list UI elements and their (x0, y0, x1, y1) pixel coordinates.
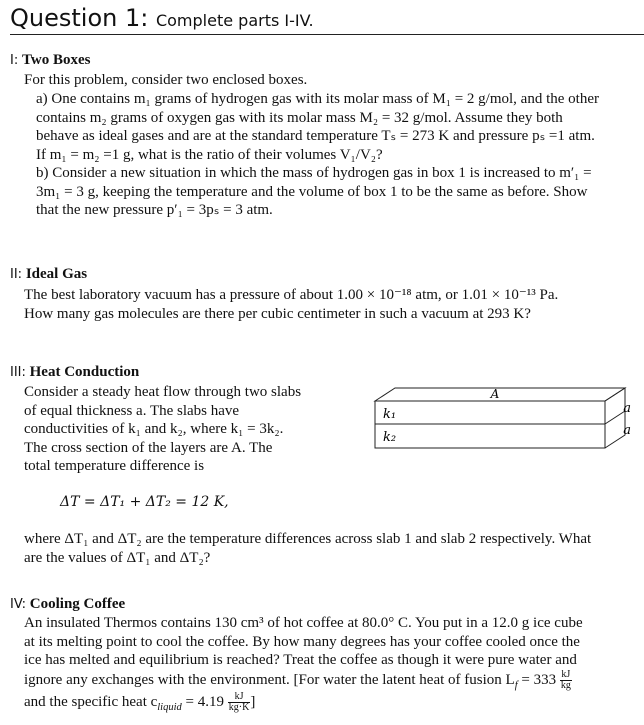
part-1-b-line-3: that the new pressure p′₁ = 3pₛ = 3 atm. (36, 202, 273, 218)
latent-heat-value: = 333 (517, 671, 557, 688)
part-4-line-2: at its melting point to cool the coffee. By how many degrees has your coffee cooled once the (24, 633, 580, 650)
question-title (10, 4, 314, 32)
part-4-line-4 (24, 670, 634, 692)
part-3-line-2: of equal thickness a. The slabs have (24, 402, 240, 419)
specific-heat-value: = 4.19 (181, 693, 224, 710)
part-1-a-line-2: contains m₂ grams of oxygen gas with its molar mass M₂ = 32 g/mol. Assume they both (36, 109, 563, 126)
area-label: A (490, 387, 500, 401)
part-1-heading (10, 52, 90, 69)
closing-bracket: ] (250, 693, 256, 710)
part-4-name: Cooling Coffee (29, 596, 126, 612)
latent-heat-unit (560, 670, 572, 691)
part-4-number: IV: (10, 597, 27, 612)
latent-heat-unit-denominator: kg (560, 679, 571, 691)
slab-diagram (325, 378, 635, 458)
part-3-number: III: (10, 365, 26, 380)
specific-heat-unit (228, 692, 251, 713)
temperature-equation: ΔT = ΔT₁ + ΔT₂ = 12 K, (60, 494, 229, 510)
part-1-question-b (36, 164, 644, 220)
part-3-body (24, 383, 324, 476)
part-1-intro (24, 71, 634, 90)
question-title-main: Question 1: (10, 4, 149, 32)
part-1-question-a (36, 90, 644, 164)
part-3-line-5: total temperature difference is (24, 458, 205, 474)
question-title-sub: Complete parts I-IV. (155, 11, 314, 30)
slab-side-divider (605, 411, 625, 424)
k2-label: k₂ (383, 430, 397, 445)
part-3-where-line-1: where ΔT₁ and ΔT₂ are the temperature differences across slab 1 and slab 2 respectively. What (24, 531, 592, 547)
part-3-heading (10, 364, 139, 381)
part-4-heading (10, 596, 125, 613)
part-4-line-3: ice has melted and equilibrium is reached? Treat the coffee as though it were pure water and (24, 652, 577, 668)
part-2-heading (10, 266, 87, 283)
part-2-name: Ideal Gas (25, 266, 88, 282)
part-4-line-5-text: and the specific heat c (24, 693, 158, 710)
part-3-line-4: The cross section of the layers are A. The (24, 439, 273, 456)
thickness-label-top: a (623, 401, 631, 416)
part-3-line-3: conductivities of k₁ and k₂, where k₁ = 3k₂. (24, 421, 284, 437)
part-4-line-4-text: ignore any exchanges with the environment. [For water the latent heat of fusion L (24, 671, 515, 688)
question-header (10, 0, 644, 35)
thickness-label-bottom: a (623, 423, 631, 438)
part-2-line-1: The best laboratory vacuum has a pressure of about 1.00 × 10⁻¹⁸ atm, or 1.01 × 10⁻¹³ Pa. (24, 287, 559, 303)
part-1-name: Two Boxes (21, 52, 91, 68)
part-1-intro-line: For this problem, consider two enclosed boxes. (24, 72, 308, 88)
k1-label: k₁ (383, 407, 397, 422)
part-4-body (24, 614, 634, 714)
part-3-where-line-2: are the values of ΔT₁ and ΔT₂? (24, 549, 211, 566)
part-1-b-line-2: 3m₁ = 3 g, keeping the temperature and the volume of box 1 to be the same as before. Show (36, 183, 588, 200)
specific-heat-unit-denominator: kg·K (228, 701, 250, 713)
part-4-line-1: An insulated Thermos contains 130 cm³ of hot coffee at 80.0° C. You put in a 12.0 g ice cube (24, 615, 583, 631)
part-1-number: I: (10, 53, 19, 68)
latent-heat-unit-numerator: kJ (561, 668, 571, 680)
part-3-where (24, 530, 634, 567)
part-1-a-line-4: If m₁ = m₂ =1 g, what is the ratio of their volumes V₁/V₂? (36, 146, 383, 163)
part-1-b-line-1: b) Consider a new situation in which the mass of hydrogen gas in box 1 is increased to m′₁ = (36, 165, 592, 181)
part-2-line-2: How many gas molecules are there per cubic centimeter in such a vacuum at 293 K? (24, 305, 531, 322)
specific-heat-unit-numerator: kJ (228, 692, 251, 703)
latent-heat-subscript: f (514, 679, 518, 691)
part-2-number: II: (10, 267, 23, 282)
part-4-line-5 (24, 692, 634, 714)
part-3-line-1: Consider a steady heat flow through two slabs (24, 384, 302, 400)
part-3-name: Heat Conduction (29, 364, 140, 380)
slab-top-face (375, 388, 625, 401)
part-1-a-line-1: a) One contains m₁ grams of hydrogen gas with its molar mass of M₁ = 2 g/mol, and the other (36, 91, 599, 107)
specific-heat-subscript: liquid (157, 701, 182, 713)
part-3-equation (60, 493, 644, 512)
part-2-body (24, 286, 634, 323)
part-1-a-line-3: behave as ideal gases and are at the standard temperature Tₛ = 273 K and pressure pₛ =1 atm. (36, 128, 595, 144)
